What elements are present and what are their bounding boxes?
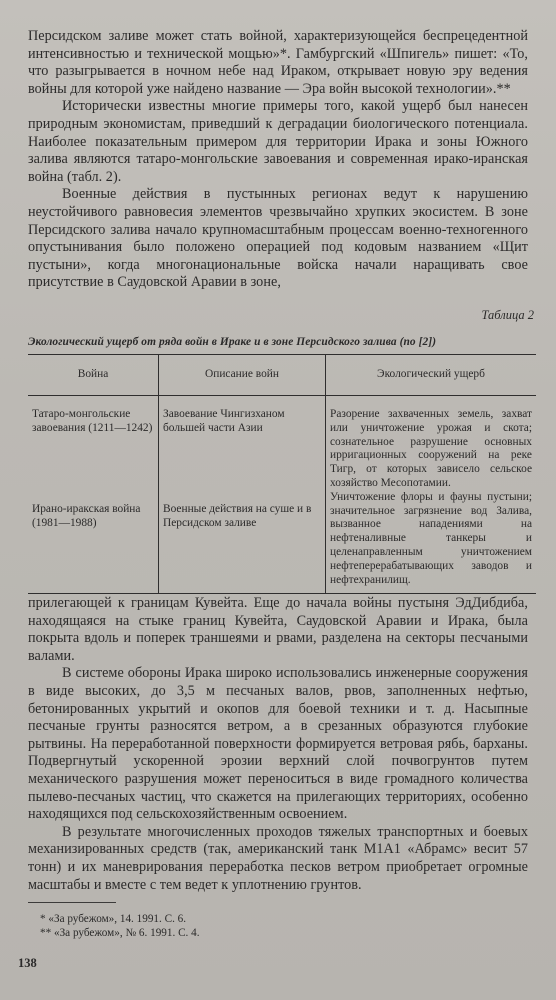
- footnote-divider: [28, 902, 116, 903]
- cell-damage: Разорение захваченных земель, захват или уничтожение урожая и скота; сознательное разрушение основных ирригационных сооружений на реке Тигр, от которых зависело сельское хозяйство Месопотамии.: [326, 396, 537, 491]
- paragraph: Военные действия в пустынных регионах ведут к нарушению неустойчивого равновесия элементов чрезвычайно хрупких экосистем. В зоне Персидского залива начало крупномасштабным процессам военно-техногенного опустынивания было положено операцией под кодовым названием «Щит пустыни», когда многонациональные войска начали наращивать свое присутствие в Саудовской Аравии в зоне,: [28, 186, 528, 291]
- cell-damage: Уничтожение флоры и фауны пустыни; значительное загрязнение вод Залива, вызванное нападениями на нефтеналивные танкеры и целенаправленным уничтожением нефтеперерабатывающих заводов и нефтехранилищ.: [326, 491, 537, 594]
- table-caption: Таблица 2: [481, 308, 534, 322]
- column-header-description: Описание войн: [159, 355, 326, 396]
- table-row: [28, 396, 536, 491]
- footnote: * «За рубежом», 14. 1991. С. 6.: [40, 913, 187, 925]
- paragraph: В результате многочисленных проходов тяжелых транспортных и боевых механизированных средств (так, американский танк М1А1 «Абрамс» весит 57 тонн) и их маневрирования переработка песков ветром приобретает огромные масштабы и вместе с тем ведет к уплотнению грунтов.: [28, 823, 528, 893]
- column-header-war: Война: [28, 355, 159, 396]
- bottom-text-block: [28, 595, 528, 894]
- page-number: 138: [18, 956, 37, 970]
- paragraph: прилегающей к границам Кувейта. Еще до начала войны пустыня ЭдДибдиба, находящаяся на стыке границ Кувейта, Саудовской Аравии и Ирака, была покрыта вдоль и поперек траншеями и рвами, разделена на секторы песчаными валами.: [28, 595, 528, 664]
- paragraph: Исторически известны многие примеры того, какой ущерб был нанесен природным экономистам, приведший к деградации биологического потенциала. Наиболее показательным примером для территории Ирака и зоны Южного залива являются татаро-монгольские завоевания и современная ирако-иранская война (табл. 2).: [28, 98, 528, 185]
- paragraph: Персидском заливе может стать войной, характеризующейся беспрецедентной интенсивностью и технической мощью»*. Гамбургский «Шпигель» пишет: «То, что разыгрывается в ночном небе над Ираком, открывает новую эру ведения войны для которой уже найдено название — Эра войн высокой технологии».**: [28, 28, 528, 97]
- cell-description: Завоевание Чингизханом большей части Азии: [159, 396, 326, 491]
- footnotes: [40, 912, 200, 940]
- table-row: [28, 491, 536, 594]
- table-title: Экологический ущерб от ряда войн в Ираке и в зоне Персидского залива (по [2]): [28, 336, 437, 348]
- cell-war: Татаро-монгольские завоевания (1211—1242): [32, 408, 153, 434]
- column-header-damage: Экологический ущерб: [326, 355, 537, 396]
- cell-description: Военные действия на суше и в Персидском заливе: [159, 491, 326, 594]
- ecological-damage-table: [28, 354, 536, 594]
- cell-war: Ирано-иракская война (1981—1988): [28, 491, 159, 594]
- paragraph: В системе обороны Ирака широко использовались инженерные сооружения в виде высоких, до 3,5 м песчаных валов, рвов, заполненных нефтью, бетонированных укрытий и окопов для боевой техники и т. д. Насыпные песчаные грунты разносятся ветром, а в срезанных образуются глубокие рытвины. На переработанной поверхности формируется ветровая рябь, барханы. Подвергнутый ускоренной эрозии верхний слой почвогрунтов путем механического разрушения может переноситься в виде громадного количества пылево-песчаных частиц, что скажется на прилегающих территориях, особенно находящихся под сельскохозяйственным освоением.: [28, 665, 528, 823]
- top-text-block: [28, 28, 528, 292]
- footnote: ** «За рубежом», № 6. 1991. С. 4.: [40, 927, 200, 939]
- table-header-row: [28, 355, 536, 396]
